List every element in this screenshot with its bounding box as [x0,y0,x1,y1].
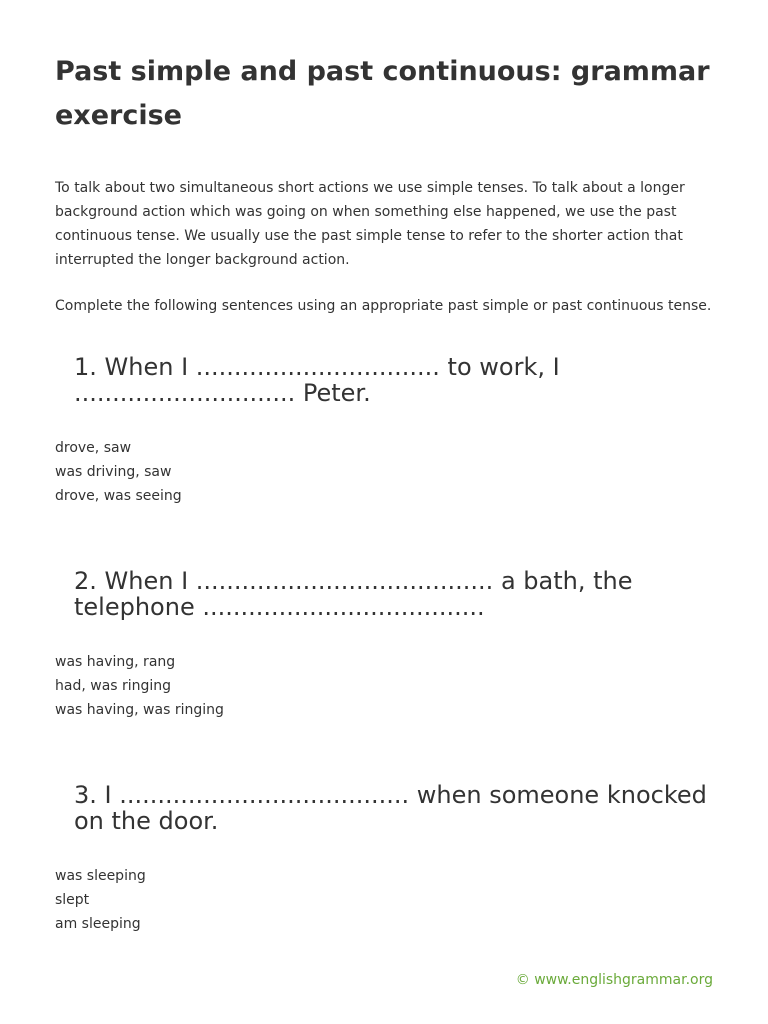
answer-option[interactable]: was driving, saw [55,464,172,480]
worksheet [55,50,715,996]
answer-option[interactable]: was sleeping [55,868,146,884]
question-text: 2. When I ....................................... a bath, the telephone ..................................... [74,567,633,621]
question-1 [55,354,715,508]
question-text: 3. I ...................................... when someone knocked on the door. [74,781,707,835]
answer-option[interactable]: am sleeping [55,916,141,932]
answer-options [55,864,715,936]
page-title: Past simple and past continuous: grammar exercise [55,56,710,131]
question-text: 1. When I ................................ to work, I ............................. Peter. [74,353,560,407]
question-2 [55,568,715,722]
copyright-link[interactable]: © www.englishgrammar.org [515,972,713,988]
intro-paragraph: To talk about two simultaneous short actions we use simple tenses. To talk about a longer background action which was going on when something else happened, we use the past continuous tense. We usually use the past simple tense to refer to the shorter action that interrupted the longer background action. [55,180,685,268]
answer-option[interactable]: drove, saw [55,440,132,456]
answer-option[interactable]: was having, was ringing [55,702,224,718]
answer-option[interactable]: drove, was seeing [55,488,182,504]
question-3 [55,782,715,936]
answer-options [55,436,715,508]
answer-option[interactable]: had, was ringing [55,678,172,694]
answer-options [55,650,715,722]
question-list [55,354,715,936]
answer-option[interactable]: was having, rang [55,654,176,670]
instruction-text: Complete the following sentences using an appropriate past simple or past continuous tense. [55,298,712,314]
answer-option[interactable]: slept [55,892,90,908]
